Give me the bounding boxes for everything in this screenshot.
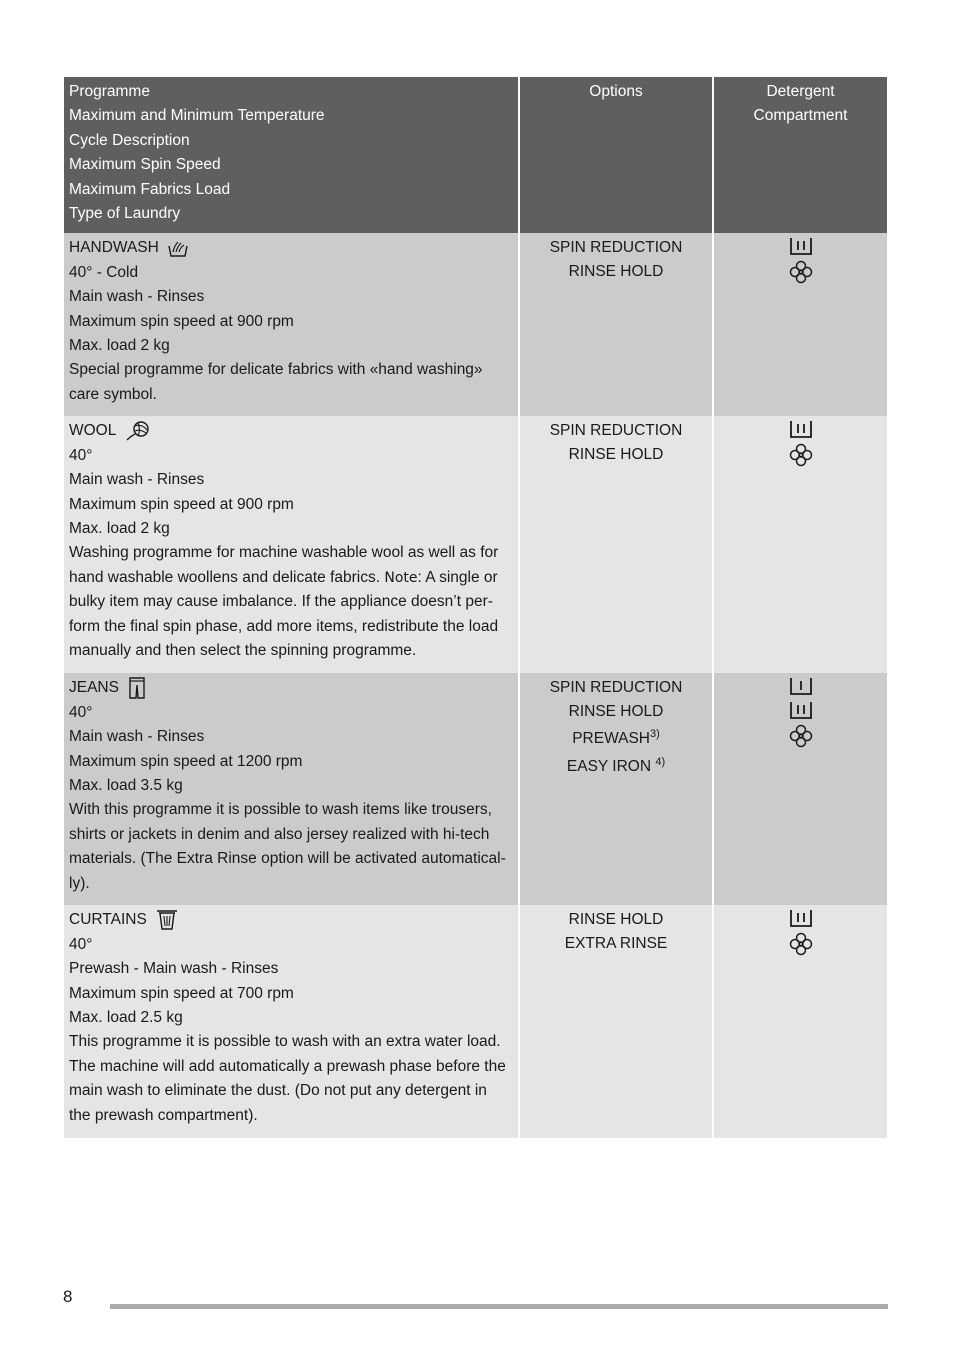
softener-compartment-icon [788,260,814,284]
main-wash-compartment-icon [788,419,814,441]
option-label: SPIN REDUCTION [549,422,683,439]
programme-detail: Max. load 2 kg [69,519,170,537]
programme-detail: shirts or jackets in denim and also jersey realized with hi-tech [69,825,490,843]
programme-name: CURTAINS [69,911,147,928]
programme-detail: Maximum spin speed at 700 rpm [69,984,294,1002]
softener-compartment-icon [788,443,814,467]
header-programme-line: Programme [69,83,150,100]
programme-cell [64,673,519,905]
curtains-icon [155,909,179,931]
option-label: RINSE HOLD [568,446,664,464]
options-cell [519,673,713,905]
table-header-row [64,77,887,233]
main-wash-compartment-icon [788,908,814,930]
programme-detail: 40° [69,703,93,721]
option-label: SPIN REDUCTION [549,239,683,256]
option-label: EASY IRON [566,758,656,776]
programme-detail: Max. load 2 kg [69,336,170,354]
option-label: RINSE HOLD [568,263,664,281]
programme-detail: Main wash - Rinses [69,728,205,746]
programme-detail: With this programme it is possible to wash items like trousers, [69,801,492,819]
programme-detail: Max. load 3.5 kg [69,776,183,794]
programme-detail: hand washable woollens and delicate fabrics. [69,568,385,586]
footnote-marker: 4) [655,756,666,769]
programme-detail: Maximum spin speed at 900 rpm [69,495,294,513]
programme-cell [64,233,519,416]
programme-detail: form the final spin phase, add more items, redistribute the load [69,617,499,635]
main-wash-compartment-icon [788,700,814,722]
option-label: EXTRA RINSE [564,935,668,953]
programme-detail: 40° [69,446,93,464]
option-label: RINSE HOLD [568,703,664,721]
header-programme-line: Maximum and Minimum Temperature [69,107,325,125]
programme-detail: Max. load 2.5 kg [69,1008,183,1026]
note-text: : A single or [417,568,498,586]
header-programme-line: Cycle Description [69,131,190,149]
programme-name: WOOL [69,422,117,439]
header-programme-line: Type of Laundry [69,205,181,223]
compartment-cell [713,905,887,1138]
programme-detail: Main wash - Rinses [69,288,205,306]
header-detergent [713,77,887,233]
programme-detail: This programme it is possible to wash with an extra water load. [69,1033,501,1051]
compartment-cell [713,673,887,905]
options-cell [519,416,713,673]
prewash-compartment-icon [788,676,814,698]
options-cell [519,233,713,416]
programme-detail: The machine will add automatically a prewash phase before the [69,1057,506,1075]
table-row [64,233,887,416]
header-options: Options [519,77,713,233]
programme-detail: Main wash - Rinses [69,471,205,489]
programme-detail: Prewash - Main wash - Rinses [69,960,279,978]
programme-detail: 40° [69,935,93,953]
main-wash-compartment-icon [788,236,814,258]
programme-name: HANDWASH [69,239,159,256]
programme-detail: Maximum spin speed at 1200 rpm [69,752,303,770]
footnote-marker: 3) [650,727,660,740]
programme-table [64,77,887,1138]
header-programme [64,77,519,233]
header-programme-line: Maximum Fabrics Load [69,180,231,198]
programme-cell [64,416,519,673]
programme-cell [64,905,519,1138]
option-label: SPIN REDUCTION [549,679,683,696]
softener-compartment-icon [788,724,814,748]
programme-detail: materials. (The Extra Rinse option will be activated automatical- [69,850,506,868]
programme-detail: Maximum spin speed at 900 rpm [69,312,294,330]
programme-detail: bulky item may cause imbalance. If the appliance doesn’t per- [69,593,493,611]
table-row [64,416,887,673]
wool-ball-icon [125,420,151,442]
compartment-cell [713,233,887,416]
option-label: PREWASH [572,729,650,747]
header-detergent-line: Compartment [753,107,848,125]
programme-detail: main wash to eliminate the dust. (Do not put any detergent in [69,1082,487,1100]
option-label: RINSE HOLD [568,911,664,928]
header-programme-line: Maximum Spin Speed [69,156,221,174]
page-number: 8 [63,1287,73,1306]
programme-detail: ly). [69,874,90,892]
programme-name: JEANS [69,679,119,696]
programme-detail: the prewash compartment). [69,1106,258,1124]
programme-detail: Special programme for delicate fabrics with «hand washing» [69,361,483,379]
note-label: Note [384,569,418,586]
programme-detail: care symbol. [69,385,157,403]
compartment-cell [713,416,887,673]
jeans-icon [127,677,147,699]
table-row [64,905,887,1138]
programme-detail: Washing programme for machine washable wool as well as for [69,544,499,562]
options-cell [519,905,713,1138]
handwash-icon [167,238,189,258]
table-row [64,673,887,905]
header-detergent-line: Detergent [766,83,835,100]
footer-rule [110,1304,888,1309]
softener-compartment-icon [788,932,814,956]
programme-detail: manually and then select the spinning programme. [69,641,417,659]
programme-detail: 40° - Cold [69,263,139,281]
